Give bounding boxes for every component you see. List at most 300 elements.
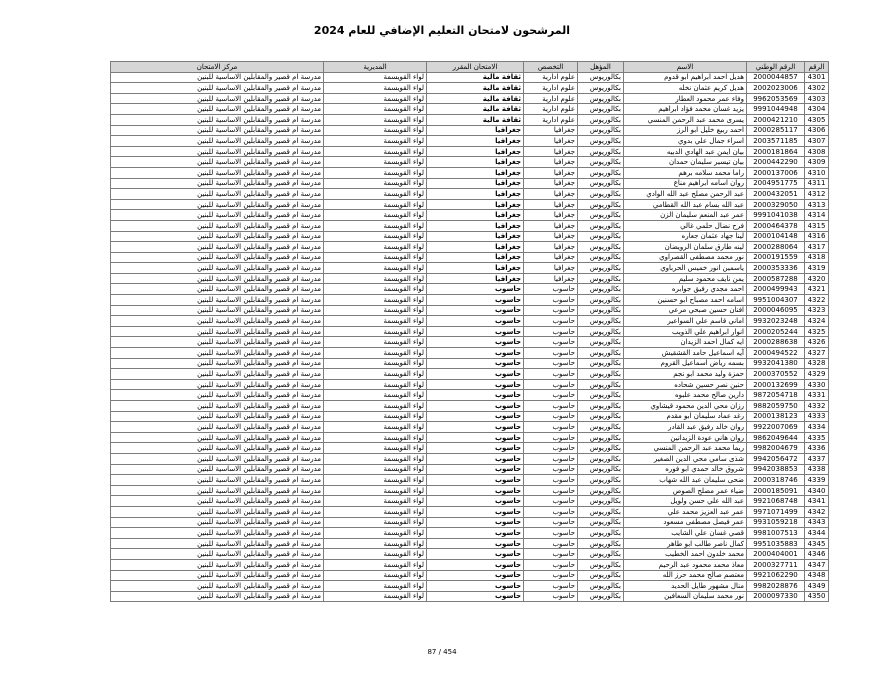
cell-directorate: لواء القويسمة [324,538,427,549]
cell-exam: جغرافيا [427,146,524,157]
table-row [111,210,829,221]
candidates-table [110,61,829,602]
cell-qualification: بكالوريوس [578,83,624,94]
cell-qualification: بكالوريوس [578,411,624,422]
cell-exam: حاسوب [427,411,524,422]
cell-name: منال مشهور طايل الحديد [624,581,747,592]
cell-national-id: 2003571185 [747,136,805,147]
cell-name: حمزة وليد محمد ابو نجم [624,369,747,380]
cell-specialization: حاسوب [524,570,578,581]
table-row [111,369,829,380]
cell-directorate: لواء القويسمة [324,411,427,422]
cell-num: 4325 [805,326,829,337]
cell-national-id: 9922007069 [747,422,805,433]
cell-num: 4344 [805,528,829,539]
cell-directorate: لواء القويسمة [324,252,427,263]
cell-center: مدرسة ام قصير والمقابلين الاساسية للبنين [111,189,324,200]
page-number: 87 / 454 [427,648,457,656]
cell-center: مدرسة ام قصير والمقابلين الاساسية للبنين [111,411,324,422]
cell-num: 4331 [805,390,829,401]
cell-qualification: بكالوريوس [578,549,624,560]
table-row [111,242,829,253]
cell-num: 4305 [805,114,829,125]
cell-national-id: 2000104148 [747,231,805,242]
cell-num: 4306 [805,125,829,136]
cell-national-id: 9982028876 [747,581,805,592]
cell-directorate: لواء القويسمة [324,358,427,369]
cell-national-id: 9942056472 [747,453,805,464]
header-qualification: المؤهل [578,62,624,73]
cell-directorate: لواء القويسمة [324,146,427,157]
cell-directorate: لواء القويسمة [324,528,427,539]
cell-specialization: علوم ادارية [524,93,578,104]
cell-num: 4327 [805,348,829,359]
cell-center: مدرسة ام قصير والمقابلين الاساسية للبنين [111,348,324,359]
cell-name: افنان حسين صبحي مرعي [624,305,747,316]
cell-national-id: 2000464378 [747,220,805,231]
cell-name: ياسمين انور خميس الحرباوي [624,263,747,274]
cell-specialization: حاسوب [524,422,578,433]
cell-exam: حاسوب [427,390,524,401]
table-row [111,295,829,306]
cell-specialization: حاسوب [524,326,578,337]
cell-directorate: لواء القويسمة [324,316,427,327]
cell-num: 4319 [805,263,829,274]
cell-qualification: بكالوريوس [578,337,624,348]
cell-specialization: جغرافيا [524,136,578,147]
cell-qualification: بكالوريوس [578,263,624,274]
cell-specialization: حاسوب [524,379,578,390]
cell-specialization: علوم ادارية [524,72,578,83]
cell-center: مدرسة ام قصير والمقابلين الاساسية للبنين [111,369,324,380]
cell-num: 4326 [805,337,829,348]
table-row [111,348,829,359]
cell-num: 4313 [805,199,829,210]
cell-center: مدرسة ام قصير والمقابلين الاساسية للبنين [111,475,324,486]
cell-qualification: بكالوريوس [578,485,624,496]
cell-center: مدرسة ام قصير والمقابلين الاساسية للبنين [111,305,324,316]
cell-exam: حاسوب [427,496,524,507]
cell-qualification: بكالوريوس [578,591,624,602]
cell-name: عمر عبد المنعم سليمان الزن [624,210,747,221]
cell-name: هديل احمد ابراهيم ابو قدوم [624,72,747,83]
cell-qualification: بكالوريوس [578,390,624,401]
cell-center: مدرسة ام قصير والمقابلين الاساسية للبنين [111,496,324,507]
table-row [111,273,829,284]
cell-national-id: 9862049644 [747,432,805,443]
cell-center: مدرسة ام قصير والمقابلين الاساسية للبنين [111,157,324,168]
cell-qualification: بكالوريوس [578,93,624,104]
cell-center: مدرسة ام قصير والمقابلين الاساسية للبنين [111,506,324,517]
header-directorate: المديرية [324,62,427,73]
cell-qualification: بكالوريوس [578,284,624,295]
cell-num: 4309 [805,157,829,168]
table-row [111,337,829,348]
table-row [111,591,829,602]
cell-qualification: بكالوريوس [578,538,624,549]
cell-exam: جغرافيا [427,199,524,210]
cell-exam: حاسوب [427,284,524,295]
cell-national-id: 2000205244 [747,326,805,337]
cell-exam: جغرافيا [427,231,524,242]
cell-name: بيان ايمن عبد الهادي الدبيه [624,146,747,157]
cell-exam: حاسوب [427,401,524,412]
cell-center: مدرسة ام قصير والمقابلين الاساسية للبنين [111,104,324,115]
cell-name: روان خالد رفيق عبد القادر [624,422,747,433]
cell-name: ضياء عمر مصلح الصوص [624,485,747,496]
cell-num: 4301 [805,72,829,83]
cell-name: اسامه احمد مصباح ابو حسنين [624,295,747,306]
cell-qualification: بكالوريوس [578,528,624,539]
cell-directorate: لواء القويسمة [324,379,427,390]
cell-exam: حاسوب [427,358,524,369]
cell-exam: جغرافيا [427,210,524,221]
cell-num: 4340 [805,485,829,496]
cell-num: 4346 [805,549,829,560]
cell-exam: حاسوب [427,517,524,528]
cell-directorate: لواء القويسمة [324,348,427,359]
cell-name: راما محمد سلامه برهم [624,167,747,178]
cell-exam: حاسوب [427,485,524,496]
cell-exam: حاسوب [427,538,524,549]
cell-center: مدرسة ام قصير والمقابلين الاساسية للبنين [111,284,324,295]
cell-name: كمال ناصر طالب ابو طاهر [624,538,747,549]
cell-directorate: لواء القويسمة [324,401,427,412]
cell-specialization: حاسوب [524,538,578,549]
cell-center: مدرسة ام قصير والمقابلين الاساسية للبنين [111,178,324,189]
table-row [111,284,829,295]
header-center: مركز الامتحان [111,62,324,73]
cell-num: 4337 [805,453,829,464]
cell-national-id: 2000181864 [747,146,805,157]
cell-name: عمر عبد العزيز محمد علي [624,506,747,517]
cell-exam: جغرافيا [427,273,524,284]
cell-center: مدرسة ام قصير والمقابلين الاساسية للبنين [111,358,324,369]
cell-name: حنين نصر حسين شحاده [624,379,747,390]
cell-center: مدرسة ام قصير والمقابلين الاساسية للبنين [111,401,324,412]
cell-specialization: علوم ادارية [524,114,578,125]
cell-directorate: لواء القويسمة [324,443,427,454]
cell-center: مدرسة ام قصير والمقابلين الاساسية للبنين [111,242,324,253]
cell-specialization: حاسوب [524,581,578,592]
cell-qualification: بكالوريوس [578,570,624,581]
cell-num: 4333 [805,411,829,422]
cell-name: وفاء عمر محمود العطار [624,93,747,104]
table-row [111,411,829,422]
cell-qualification: بكالوريوس [578,199,624,210]
cell-num: 4329 [805,369,829,380]
cell-center: مدرسة ام قصير والمقابلين الاساسية للبنين [111,326,324,337]
cell-national-id: 9991041038 [747,210,805,221]
table-row [111,231,829,242]
cell-national-id: 9982004679 [747,443,805,454]
table-row [111,443,829,454]
cell-directorate: لواء القويسمة [324,72,427,83]
cell-exam: جغرافيا [427,252,524,263]
cell-national-id: 9971071499 [747,506,805,517]
cell-directorate: لواء القويسمة [324,136,427,147]
cell-qualification: بكالوريوس [578,517,624,528]
cell-exam: حاسوب [427,591,524,602]
cell-directorate: لواء القويسمة [324,231,427,242]
cell-center: مدرسة ام قصير والمقابلين الاساسية للبنين [111,528,324,539]
cell-qualification: بكالوريوس [578,252,624,263]
cell-center: مدرسة ام قصير والمقابلين الاساسية للبنين [111,316,324,327]
cell-exam: حاسوب [427,369,524,380]
cell-national-id: 9942038853 [747,464,805,475]
cell-qualification: بكالوريوس [578,189,624,200]
cell-exam: حاسوب [427,549,524,560]
cell-specialization: علوم ادارية [524,83,578,94]
cell-national-id: 9921062290 [747,570,805,581]
cell-num: 4312 [805,189,829,200]
cell-national-id: 2000587288 [747,273,805,284]
table-row [111,506,829,517]
cell-center: مدرسة ام قصير والمقابلين الاساسية للبنين [111,591,324,602]
cell-name: ريما محمد عبد الرحمن المنسي [624,443,747,454]
table-row [111,570,829,581]
header-exam: الامتحان المقرر [427,62,524,73]
table-row [111,220,829,231]
table-row [111,475,829,486]
cell-specialization: حاسوب [524,369,578,380]
cell-center: مدرسة ام قصير والمقابلين الاساسية للبنين [111,220,324,231]
cell-name: احمد ربيع خليل ابو الرز [624,125,747,136]
cell-center: مدرسة ام قصير والمقابلين الاساسية للبنين [111,390,324,401]
cell-num: 4323 [805,305,829,316]
cell-directorate: لواء القويسمة [324,83,427,94]
cell-exam: حاسوب [427,348,524,359]
cell-num: 4318 [805,252,829,263]
cell-name: بسمه رياض اسماعيل القروم [624,358,747,369]
cell-qualification: بكالوريوس [578,443,624,454]
cell-name: فرح نضال حلمي غالي [624,220,747,231]
cell-qualification: بكالوريوس [578,157,624,168]
cell-qualification: بكالوريوس [578,475,624,486]
cell-name: روان اسامه ابراهيم مناع [624,178,747,189]
cell-national-id: 2000432051 [747,189,805,200]
cell-exam: حاسوب [427,528,524,539]
cell-directorate: لواء القويسمة [324,125,427,136]
cell-qualification: بكالوريوس [578,231,624,242]
cell-num: 4324 [805,316,829,327]
cell-national-id: 2002023006 [747,83,805,94]
cell-num: 4349 [805,581,829,592]
table-row [111,422,829,433]
table-row [111,485,829,496]
cell-qualification: بكالوريوس [578,242,624,253]
cell-name: ضحى سليمان عبد الله شهاب [624,475,747,486]
cell-specialization: حاسوب [524,411,578,422]
cell-num: 4310 [805,167,829,178]
page-title: المرشحون لامتحان التعليم الإضافي للعام 2024 [313,24,571,37]
table-row [111,167,829,178]
cell-national-id: 2000353336 [747,263,805,274]
cell-center: مدرسة ام قصير والمقابلين الاساسية للبنين [111,146,324,157]
cell-name: رغد عماد سليمان ابو مقدم [624,411,747,422]
cell-specialization: حاسوب [524,517,578,528]
header-num: الرقم [805,62,829,73]
table-row [111,528,829,539]
table-row [111,157,829,168]
cell-directorate: لواء القويسمة [324,189,427,200]
cell-specialization: جغرافيا [524,210,578,221]
cell-name: هديل كريم عثمان نخله [624,83,747,94]
cell-exam: حاسوب [427,506,524,517]
table-row [111,114,829,125]
cell-num: 4345 [805,538,829,549]
cell-center: مدرسة ام قصير والمقابلين الاساسية للبنين [111,581,324,592]
cell-specialization: حاسوب [524,485,578,496]
cell-national-id: 2000327711 [747,559,805,570]
cell-center: مدرسة ام قصير والمقابلين الاساسية للبنين [111,432,324,443]
cell-specialization: حاسوب [524,432,578,443]
cell-national-id: 9932023248 [747,316,805,327]
cell-specialization: حاسوب [524,453,578,464]
cell-directorate: لواء القويسمة [324,485,427,496]
cell-directorate: لواء القويسمة [324,114,427,125]
cell-center: مدرسة ام قصير والمقابلين الاساسية للبنين [111,263,324,274]
cell-national-id: 2000097330 [747,591,805,602]
cell-specialization: جغرافيا [524,199,578,210]
table-row [111,83,829,94]
cell-qualification: بكالوريوس [578,72,624,83]
cell-directorate: لواء القويسمة [324,305,427,316]
cell-name: لينا جهاد عثمان جعاره [624,231,747,242]
cell-exam: حاسوب [427,475,524,486]
cell-specialization: حاسوب [524,284,578,295]
cell-directorate: لواء القويسمة [324,549,427,560]
cell-num: 4316 [805,231,829,242]
cell-num: 4330 [805,379,829,390]
cell-exam: جغرافيا [427,136,524,147]
cell-specialization: جغرافيا [524,252,578,263]
cell-center: مدرسة ام قصير والمقابلين الاساسية للبنين [111,453,324,464]
cell-exam: جغرافيا [427,167,524,178]
table-row [111,326,829,337]
cell-qualification: بكالوريوس [578,136,624,147]
cell-directorate: لواء القويسمة [324,581,427,592]
cell-directorate: لواء القويسمة [324,210,427,221]
table-row [111,199,829,210]
cell-directorate: لواء القويسمة [324,496,427,507]
cell-directorate: لواء القويسمة [324,273,427,284]
cell-specialization: جغرافيا [524,220,578,231]
cell-name: محمد خلدون احمد الخطيب [624,549,747,560]
table-row [111,559,829,570]
cell-center: مدرسة ام قصير والمقابلين الاساسية للبنين [111,295,324,306]
cell-center: مدرسة ام قصير والمقابلين الاساسية للبنين [111,559,324,570]
cell-center: مدرسة ام قصير والمقابلين الاساسية للبنين [111,72,324,83]
cell-directorate: لواء القويسمة [324,295,427,306]
cell-qualification: بكالوريوس [578,358,624,369]
cell-name: روان هاني عودة الزيدانين [624,432,747,443]
cell-exam: حاسوب [427,295,524,306]
cell-num: 4315 [805,220,829,231]
cell-name: ايه كمال احمد الزيدان [624,337,747,348]
cell-num: 4307 [805,136,829,147]
cell-exam: حاسوب [427,305,524,316]
cell-qualification: بكالوريوس [578,210,624,221]
cell-qualification: بكالوريوس [578,496,624,507]
table-row [111,136,829,147]
cell-exam: حاسوب [427,559,524,570]
cell-center: مدرسة ام قصير والمقابلين الاساسية للبنين [111,379,324,390]
cell-num: 4303 [805,93,829,104]
cell-national-id: 2000132699 [747,379,805,390]
cell-national-id: 2000046095 [747,305,805,316]
cell-exam: ثقافة مالية [427,104,524,115]
cell-qualification: بكالوريوس [578,167,624,178]
cell-center: مدرسة ام قصير والمقابلين الاساسية للبنين [111,210,324,221]
cell-exam: ثقافة مالية [427,72,524,83]
table-row [111,146,829,157]
cell-num: 4343 [805,517,829,528]
cell-exam: جغرافيا [427,178,524,189]
cell-specialization: حاسوب [524,390,578,401]
cell-national-id: 2000185091 [747,485,805,496]
cell-directorate: لواء القويسمة [324,506,427,517]
table-row [111,453,829,464]
cell-directorate: لواء القويسمة [324,167,427,178]
cell-name: يمن نايف محمود سليم [624,273,747,284]
cell-num: 4348 [805,570,829,581]
cell-specialization: حاسوب [524,496,578,507]
cell-exam: حاسوب [427,379,524,390]
cell-name: يزيد غسان محمد فؤاد ابراهيم [624,104,747,115]
cell-center: مدرسة ام قصير والمقابلين الاساسية للبنين [111,199,324,210]
cell-national-id: 9921068748 [747,496,805,507]
cell-national-id: 2000494522 [747,348,805,359]
cell-national-id: 9932041380 [747,358,805,369]
cell-num: 4304 [805,104,829,115]
cell-specialization: حاسوب [524,305,578,316]
table-row [111,252,829,263]
cell-name: لينه طارق سلمان الرويضان [624,242,747,253]
cell-specialization: حاسوب [524,358,578,369]
cell-qualification: بكالوريوس [578,422,624,433]
cell-qualification: بكالوريوس [578,114,624,125]
cell-specialization: جغرافيا [524,231,578,242]
cell-directorate: لواء القويسمة [324,390,427,401]
cell-num: 4314 [805,210,829,221]
cell-national-id: 9981007513 [747,528,805,539]
cell-exam: ثقافة مالية [427,114,524,125]
cell-qualification: بكالوريوس [578,178,624,189]
table-row [111,305,829,316]
cell-exam: جغرافيا [427,157,524,168]
cell-specialization: جغرافيا [524,242,578,253]
cell-num: 4342 [805,506,829,517]
cell-exam: جغرافيا [427,189,524,200]
cell-center: مدرسة ام قصير والمقابلين الاساسية للبنين [111,167,324,178]
cell-qualification: بكالوريوس [578,104,624,115]
table-row [111,358,829,369]
cell-specialization: حاسوب [524,464,578,475]
cell-specialization: حاسوب [524,295,578,306]
cell-num: 4308 [805,146,829,157]
cell-num: 4341 [805,496,829,507]
cell-national-id: 2000318746 [747,475,805,486]
cell-center: مدرسة ام قصير والمقابلين الاساسية للبنين [111,485,324,496]
cell-name: شذى سامي محي الدين الصغير [624,453,747,464]
cell-num: 4322 [805,295,829,306]
cell-qualification: بكالوريوس [578,305,624,316]
cell-num: 4334 [805,422,829,433]
cell-directorate: لواء القويسمة [324,263,427,274]
cell-name: يسرى محمد عبد الرحمن المنسي [624,114,747,125]
cell-center: مدرسة ام قصير والمقابلين الاساسية للبنين [111,273,324,284]
